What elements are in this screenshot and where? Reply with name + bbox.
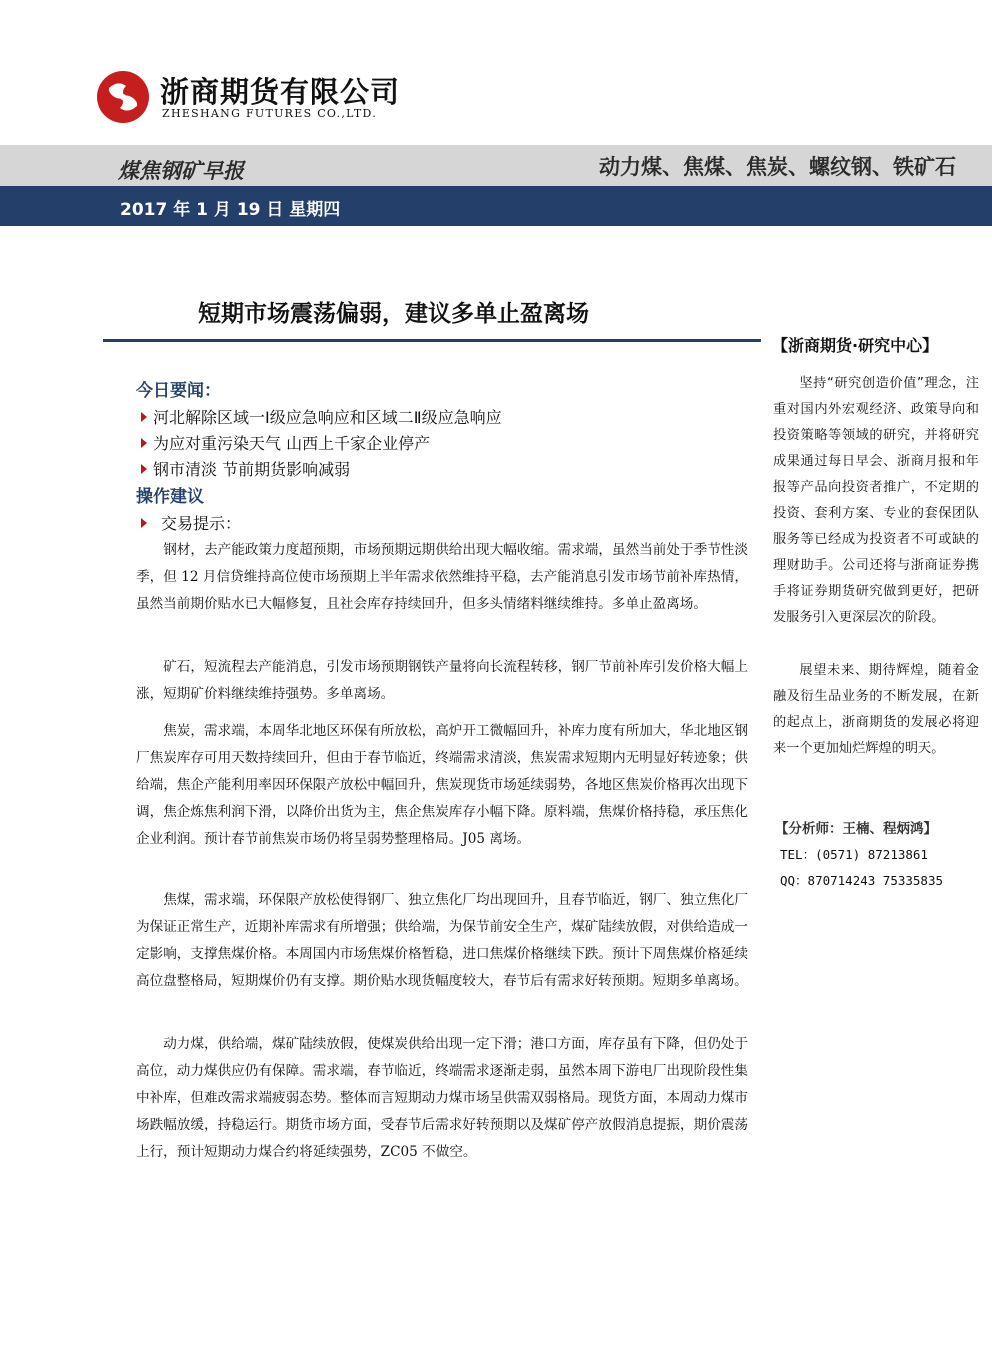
advice-paragraph-coke: 焦炭，需求端，本周华北地区环保有所放松，高炉开工微幅回升，补库力度有所加大，华北地区钢厂焦炭库存可用天数持续回升，但由于春节临近，终端需求清淡，焦炭需求短期内无明显好转迹象；供给端，焦企产能利用率因环保限产放松中幅回升，焦炭现货市场延续弱势，各地区焦炭价格再次出现下调，焦企炼焦利润下滑，以降价出货为主，焦企焦炭库存小幅下降。原料端，焦煤价格持稳，承压焦化企业利润。预计春节前焦炭市场仍将呈弱势整理格局。J05 离场。 [136, 723, 748, 847]
news-item [141, 431, 430, 454]
advice-paragraph-coking-coal: 焦煤，需求端，环保限产放松使得钢厂、独立焦化厂均出现回升，且春节临近，钢厂、独立焦化厂为保证正常生产，近期补库需求有所增强；供给端，为保节前安全生产，煤矿陆续放假，对供给造成一定影响，支撑焦煤价格。本周国内市场焦煤价格暂稳，进口焦煤价格继续下跌。预计下周焦煤价格延续高位盘整格局，短期煤价仍有支撑。期价贴水现货幅度较大，春节后有需求好转预期。短期多单离场。 [136, 892, 748, 989]
report-date: 2017 年 1 月 19 日 星期四 [120, 200, 341, 220]
page-title: 短期市场震荡偏弱，建议多单止盈离场 [198, 301, 589, 327]
tips-label: 交易提示： [161, 514, 242, 533]
bullet-arrow-icon [141, 438, 147, 448]
analysts-label: 【分析师：王楠、程炳鸿】 [775, 821, 937, 837]
sidebar-intro: 坚持“研究创造价值”理念，注重对国内外宏观经济、政策导向和投资策略等领域的研究，并将研究成果通过每日早会、浙商月报和年报等产品向投资者推广，不定期的投资、套利方案、专业的套保团队服务等已经成为投资者不可或缺的理财助手。公司还将与浙商证券携手将证券期货研究做到更好，把研发服务引入更深层次的阶段。 [773, 376, 979, 625]
tips-line [141, 511, 241, 534]
bullet-arrow-icon [141, 464, 147, 474]
research-center-label: 【浙商期货·研究中心】 [772, 336, 939, 355]
advice-heading: 操作建议 [136, 487, 204, 507]
contact-qq: QQ：870714243 75335835 [780, 873, 944, 888]
news-item-text: 为应对重污染天气 山西上千家企业停产 [153, 434, 431, 453]
company-name-en: ZHESHANG FUTURES CO.,LTD. [162, 107, 378, 120]
news-heading: 今日要闻： [136, 381, 221, 401]
advice-paragraph-steel: 钢材，去产能政策力度超预期，市场预期远期供给出现大幅收缩。需求端，虽然当前处于季节性淡季，但 12 月信贷维持高位使市场预期上半年需求依然维持平稳，去产能消息引发市场节前补库热情，虽然当前期价贴水已大幅修复，且社会库存持续回升，但多头情绪料继续维持。多单止盈离场。 [136, 542, 748, 612]
commodities-list: 动力煤、焦煤、焦炭、螺纹钢、铁矿石 [599, 155, 956, 179]
contact-tel: TEL：(0571) 87213861 [780, 847, 928, 862]
company-name-cn: 浙商期货有限公司 [160, 75, 401, 109]
news-item-text: 钢市清淡 节前期货影响减弱 [153, 460, 351, 479]
news-item-text: 河北解除区域一Ⅰ级应急响应和区域二Ⅱ级应急响应 [153, 408, 502, 427]
news-item [141, 405, 502, 428]
sidebar-outlook: 展望未来、期待辉煌，随着金融及衍生品业务的不断发展，在新的起点上，浙商期货的发展必将迎来一个更加灿烂辉煌的明天。 [773, 663, 979, 756]
report-name: 煤焦钢矿早报 [118, 159, 244, 183]
advice-paragraph-thermal-coal: 动力煤，供给端，煤矿陆续放假，使煤炭供给出现一定下滑；港口方面，库存虽有下降，但仍处于高位，动力煤供应仍有保障。需求端，春节临近，终端需求逐渐走弱，虽然本周下游电厂出现阶段性集中补库，但难改需求端疲弱态势。整体而言短期动力煤市场呈供需双弱格局。现货方面，本周动力煤市场跌幅放缓，持稳运行。期货市场方面，受春节后需求好转预期以及煤矿停产放假消息提振，期价震荡上行，预计短期动力煤合约将延续强势，ZC05 不做空。 [136, 1036, 748, 1160]
advice-paragraph-ore: 矿石，短流程去产能消息，引发市场预期钢铁产量将向长流程转移，钢厂节前补库引发价格大幅上涨，短期矿价料继续维持强势。多单离场。 [136, 659, 748, 702]
bullet-arrow-icon [141, 518, 147, 528]
title-divider [103, 339, 761, 342]
zheshang-logo-icon [96, 70, 150, 124]
bullet-arrow-icon [141, 412, 147, 422]
news-item [141, 457, 350, 480]
